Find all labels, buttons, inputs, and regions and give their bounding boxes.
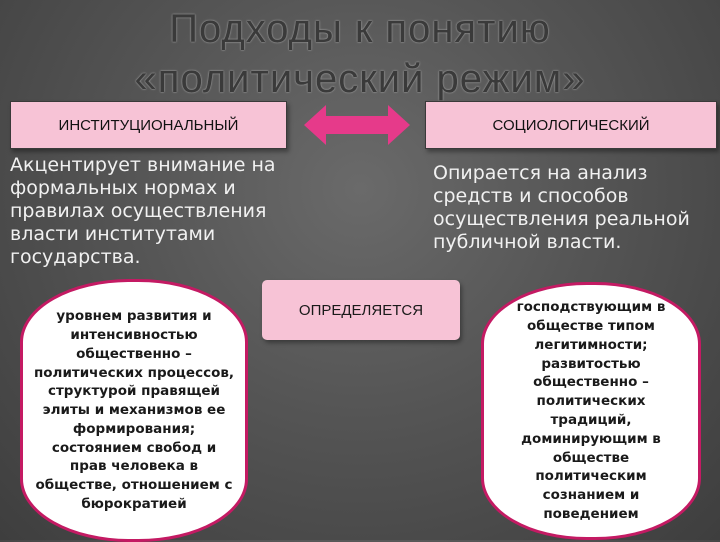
institutional-factors-text: уровнем развития и интенсивностью общественно – политических процессов, структурой правящей элиты и механизмов ее формирования; состоянием свобод и прав человека в обществе, отношением с бюрократией (33, 308, 235, 513)
sociological-description: Опирается на анализ средств и способов осуществления реальной публичной власти. (433, 162, 690, 253)
institutional-description: Акцентирует внимание на формальных нормах и правилах осуществления власти институтами государства. (10, 154, 276, 268)
sociological-approach-box (425, 101, 717, 149)
double-arrow-icon (304, 103, 410, 147)
sociological-factors-oval (481, 282, 701, 540)
institutional-approach-label: ИНСТИТУЦИОНАЛЬНЫЙ (58, 116, 239, 134)
slide-title: Подходы к понятию «политический режим» (134, 7, 586, 101)
institutional-approach-box (10, 101, 287, 149)
sociological-approach-label: СОЦИОЛОГИЧЕСКИЙ (492, 116, 650, 134)
institutional-factors-oval (20, 279, 248, 542)
sociological-factors-text: господствующим в обществе типом легитимности; развитостью общественно – политических традиций, доминирующим в обществе политическим сознанием и поведением (516, 299, 666, 522)
determined-by-box (262, 280, 460, 340)
determined-by-label: ОПРЕДЕЛЯЕТСЯ (298, 301, 424, 319)
